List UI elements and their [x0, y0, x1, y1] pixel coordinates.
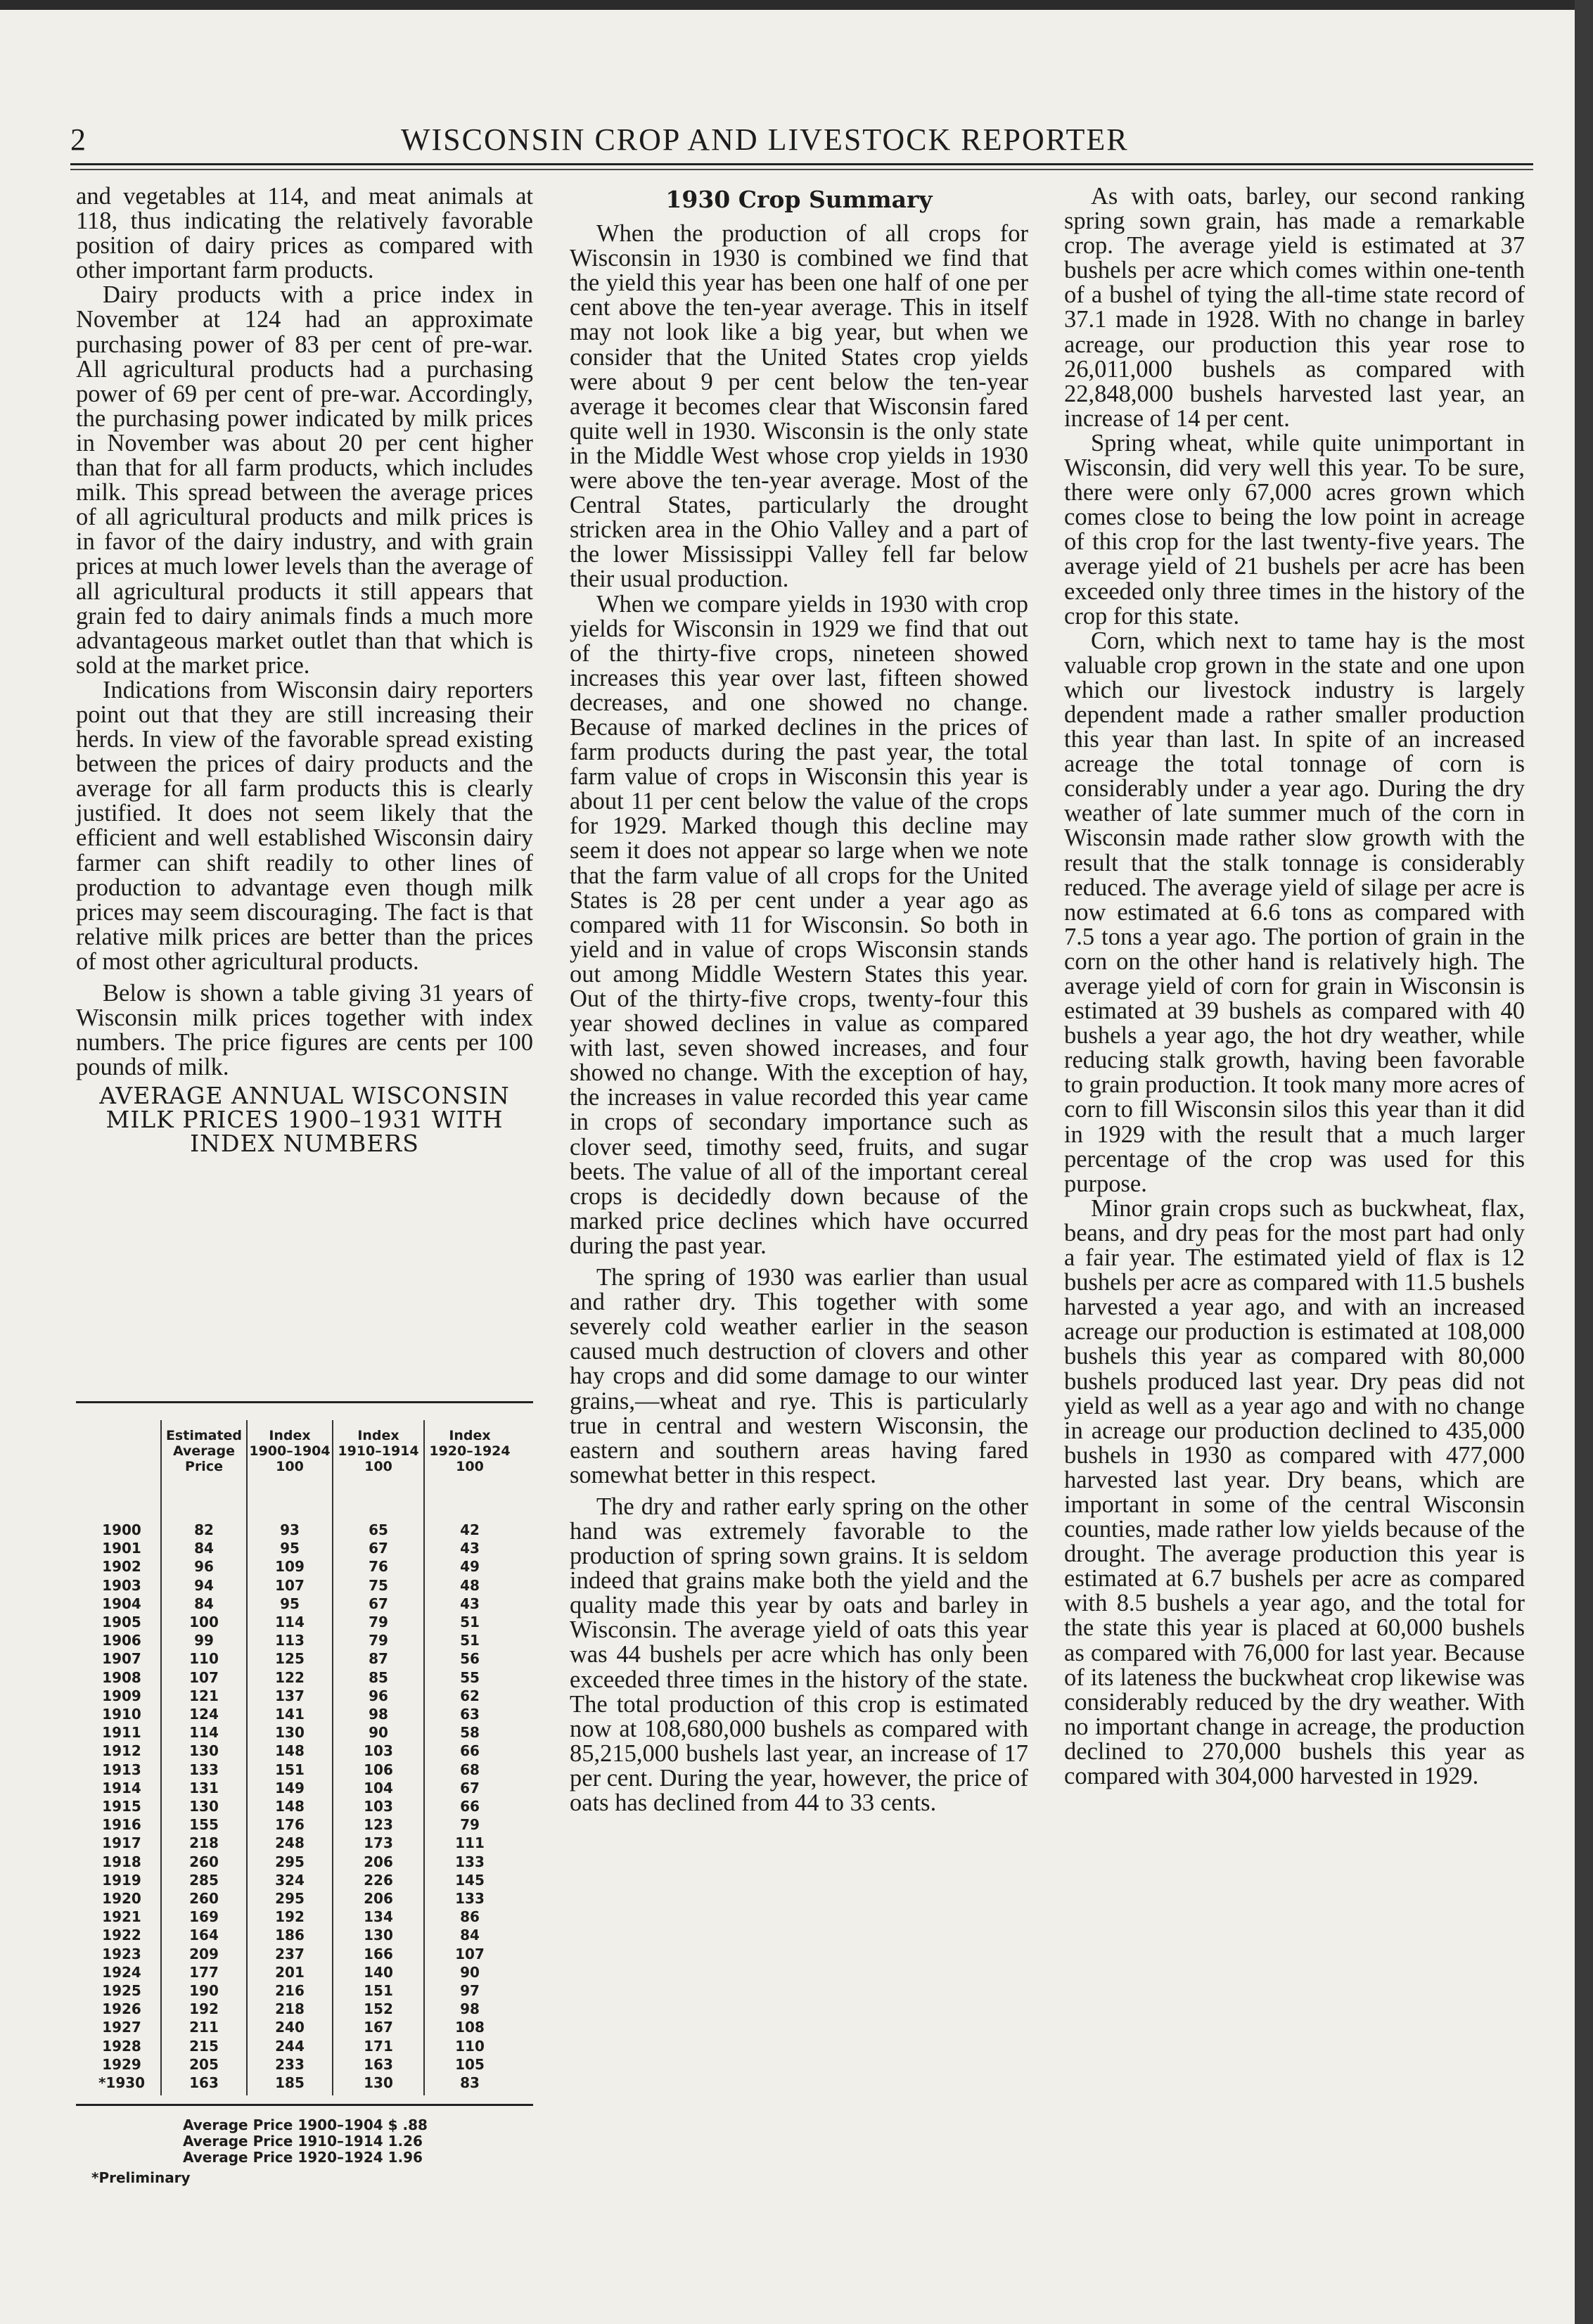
table-cell: 260 [189, 1890, 219, 1907]
table-cell: 67 [369, 1595, 388, 1612]
paragraph: The spring of 1930 was earlier than usual and rather dry. This together with some severely cold weather earlier in the season caused much destruction of clovers and other hay crops and did some damage to our winter grains,—wheat and rye. This is particularly true in central and western Wisconsin, the eastern and southern areas having fared somewhat better in this respect. [570, 1264, 1028, 1488]
table-row-year: 1909 [102, 1687, 141, 1704]
table-cell: 131 [189, 1779, 219, 1796]
paragraph: Below is shown a table giving 31 years of Wisconsin milk prices together with index numbers. The price figures are cents per 100 pounds of milk. [76, 980, 533, 1081]
table-cell: 240 [275, 2019, 305, 2036]
table-cell: 226 [364, 1871, 393, 1889]
table-cell: 66 [460, 1742, 480, 1760]
table-row-year: 1916 [102, 1816, 141, 1834]
table-cell: 176 [275, 1816, 305, 1834]
table-cell: 96 [369, 1687, 388, 1704]
table-cell: 151 [275, 1761, 305, 1778]
table-row-year: 1922 [102, 1927, 141, 1944]
table-cell: 51 [460, 1614, 480, 1630]
table-cell: 130 [364, 2074, 393, 2091]
table-row-year: 1912 [102, 1742, 141, 1760]
table-row-year: 1906 [102, 1632, 141, 1649]
table-row-year: *1930 [98, 2074, 146, 2091]
column-1 [76, 184, 533, 1156]
table-cell: 65 [369, 1521, 388, 1538]
table-cell: 111 [455, 1834, 485, 1852]
table-row-year: 1911 [102, 1724, 141, 1742]
average-line: Average Price 1910–1914 1.26 [183, 2133, 423, 2150]
paragraph: The dry and rather early spring on the other hand was extremely favorable to the production of spring sown grains. It is seldom indeed that grains make both the yield and the quality made this year by oats and barley in Wisconsin. The average yield of oats this year was 44 bushels per acre which has only been exceeded three times in the history of the state. The total production of this crop is estimated now at 108,680,000 bushels as compared with 85,215,000 bushels last year, an increase of 17 per cent. During the year, however, the price of oats has declined from 44 to 33 cents. [570, 1493, 1028, 1816]
table-cell: 130 [364, 1927, 393, 1944]
table-row-year: 1923 [102, 1945, 141, 1962]
table-cell: 84 [460, 1927, 480, 1944]
table-cell: 173 [364, 1834, 393, 1852]
table-cell: 122 [275, 1668, 305, 1686]
table-cell: 233 [275, 2055, 305, 2073]
table-cell: 201 [275, 1963, 305, 1981]
table-cell: 149 [275, 1779, 305, 1796]
table-cell: 51 [460, 1632, 480, 1649]
scan-right-edge [1575, 0, 1593, 2324]
table-row-year: 1927 [102, 2019, 141, 2036]
table-footnote: *Preliminary [91, 2169, 191, 2186]
table-cell: 99 [194, 1632, 214, 1649]
column-header: Index 1900–1904 100 [249, 1428, 331, 1474]
table-row-year: 1919 [102, 1871, 141, 1889]
table-cell: 76 [369, 1558, 388, 1576]
table-cell: 123 [364, 1816, 393, 1834]
table-cell: 104 [364, 1779, 393, 1796]
table-row-year: 1904 [102, 1595, 141, 1612]
table-cell: 130 [189, 1798, 219, 1815]
table-cell: 206 [364, 1853, 393, 1870]
paragraph: and vegetables at 114, and meat animals at 118, thus indicating the relatively favorable position of dairy prices as compared with other important farm products. [76, 183, 533, 284]
table-cell: 49 [460, 1558, 480, 1576]
average-line: Average Price 1920–1924 1.96 [183, 2149, 423, 2166]
table-row-year: 1905 [102, 1614, 141, 1630]
table-cell: 107 [189, 1668, 219, 1686]
table-cell: 237 [275, 1945, 305, 1962]
table-cell: 133 [189, 1761, 219, 1778]
table-cell: 186 [275, 1927, 305, 1944]
table-row-year: 1917 [102, 1834, 141, 1852]
table-cell: 103 [364, 1798, 393, 1815]
table-cell: 68 [460, 1761, 480, 1778]
table-row-year: 1920 [102, 1890, 141, 1907]
table-row-year: 1915 [102, 1798, 141, 1815]
table-cell: 137 [275, 1687, 305, 1704]
table-cell: 100 [189, 1614, 219, 1630]
table-cell: 107 [275, 1576, 305, 1594]
table-cell: 130 [275, 1724, 305, 1742]
table-row-year: 1913 [102, 1761, 141, 1778]
table-cell: 58 [460, 1724, 480, 1742]
table-cell: 206 [364, 1890, 393, 1907]
table-cell: 133 [455, 1853, 485, 1870]
table-cell: 152 [364, 2000, 393, 2018]
table-cell: 216 [275, 1982, 305, 1999]
table-cell: 155 [189, 1816, 219, 1834]
section-heading: 1930 Crop Summary [665, 186, 933, 213]
average-line: Average Price 1900–1904 $ .88 [183, 2116, 428, 2133]
table-cell: 110 [189, 1650, 219, 1668]
table-cell: 177 [189, 1963, 219, 1981]
table-cell: 164 [189, 1927, 219, 1944]
table-row-year: 1921 [102, 1908, 141, 1926]
table-cell: 67 [460, 1779, 480, 1796]
table-cell: 145 [455, 1871, 485, 1889]
table-cell: 130 [189, 1742, 219, 1760]
table-cell: 86 [460, 1908, 480, 1926]
scan-top-edge [0, 0, 1593, 10]
table-title: AVERAGE ANNUAL WISCONSIN MILK PRICES 1900–1931 WITH INDEX NUMBERS [99, 1082, 510, 1158]
paragraph: Spring wheat, while quite unimportant in Wisconsin, did very well this year. To be sure, there were only 67,000 acres grown which comes close to being the low point in acreage of this crop for the last twenty-five years. The average yield of 21 bushels per acre has been exceeded only three times in the history of the crop for this state. [1064, 429, 1525, 630]
table-cell: 185 [275, 2074, 305, 2091]
table-cell: 79 [460, 1816, 480, 1834]
table-cell: 114 [189, 1724, 219, 1742]
table-cell: 55 [460, 1668, 480, 1686]
table-cell: 205 [189, 2055, 219, 2073]
table-cell: 218 [275, 2000, 305, 2018]
table-cell: 140 [364, 1963, 393, 1981]
table-row-year: 1926 [102, 2000, 141, 2018]
table-cell: 96 [194, 1558, 214, 1576]
column-header: Index 1920–1924 100 [429, 1428, 511, 1474]
table-cell: 98 [460, 2000, 480, 2018]
table-row-year: 1929 [102, 2055, 141, 2073]
table-row-year: 1910 [102, 1706, 141, 1723]
page-header [70, 115, 1533, 164]
header-rule [70, 163, 1533, 165]
average-prices [183, 2117, 428, 2166]
page-number: 2 [70, 122, 86, 157]
table-cell: 109 [275, 1558, 305, 1576]
table-cell: 211 [189, 2019, 219, 2036]
table-cell: 113 [275, 1632, 305, 1649]
table-cell: 163 [189, 2074, 219, 2091]
table-row-year: 1901 [102, 1540, 141, 1557]
table-row-year: 1928 [102, 2037, 141, 2055]
table-cell: 85 [369, 1668, 388, 1686]
table-cell: 93 [280, 1521, 300, 1538]
table-cell: 148 [275, 1742, 305, 1760]
table-cell: 82 [194, 1521, 214, 1538]
table-cell: 169 [189, 1908, 219, 1926]
table-cell: 66 [460, 1798, 480, 1815]
table-cell: 97 [460, 1982, 480, 1999]
table-cell: 103 [364, 1742, 393, 1760]
table-row-year: 1903 [102, 1576, 141, 1594]
table-row-year: 1925 [102, 1982, 141, 1999]
table-cell: 324 [275, 1871, 305, 1889]
table-cell: 95 [280, 1540, 300, 1557]
table-row-year: 1918 [102, 1853, 141, 1870]
paragraph: When the production of all crops for Wisconsin in 1930 is combined we find that the yield this year has been one half of one per cent above the ten-year average. This in itself may not look like a big year, but when we consider that the United States crop yields were about 9 per cent below the ten-year average it becomes clear that Wisconsin fared quite well in 1930. Wisconsin is the only state in the Middle West whose crop yields in 1930 were above the ten-year average. Most of the Central States, particularly the drought stricken area in the Ohio Valley and a part of the lower Mississippi Valley fell far below their usual production. [570, 220, 1028, 593]
publication-title: WISCONSIN CROP AND LIVESTOCK REPORTER [401, 122, 1129, 157]
table-cell: 248 [275, 1834, 305, 1852]
table-cell: 108 [455, 2019, 485, 2036]
table-row-year: 1914 [102, 1779, 141, 1796]
table-cell: 87 [369, 1650, 388, 1668]
table-cell: 62 [460, 1687, 480, 1704]
table-cell: 295 [275, 1853, 305, 1870]
table-cell: 121 [189, 1687, 219, 1704]
table-bottom-rule [76, 2104, 533, 2106]
table-cell: 75 [369, 1576, 388, 1594]
table-cell: 125 [275, 1650, 305, 1668]
column-header: Index 1910–1914 100 [338, 1428, 419, 1474]
paragraph: Dairy products with a price index in November at 124 had an approximate purchasing power of 83 per cent of pre-war. All agricultural products had a purchasing power of 69 per cent of pre-war. Accordingly, the purchasing power indicated by milk prices in November was about 20 per cent higher than that for all farm products, which includes milk. This spread between the average prices of all agricultural products and milk prices is in favor of the dairy industry, and with grain prices at much lower levels than the average of all agricultural products it still appears that grain fed to dairy animals finds a much more advantageous market outlet than that which is sold at the market price. [76, 281, 533, 679]
table-row-year: 1907 [102, 1650, 141, 1668]
table-cell: 141 [275, 1706, 305, 1723]
table-cell: 124 [189, 1706, 219, 1723]
table-cell: 148 [275, 1798, 305, 1815]
table-row-year: 1924 [102, 1963, 141, 1981]
table-cell: 79 [369, 1614, 388, 1630]
table-cell: 84 [194, 1595, 214, 1612]
table-cell: 215 [189, 2037, 219, 2055]
table-cell: 171 [364, 2037, 393, 2055]
table-cell: 43 [460, 1540, 480, 1557]
table-cell: 114 [275, 1614, 305, 1630]
table-cell: 260 [189, 1853, 219, 1870]
table-cell: 105 [455, 2055, 485, 2073]
table-row-year: 1900 [102, 1521, 141, 1538]
table-cell: 151 [364, 1982, 393, 1999]
paragraph: Indications from Wisconsin dairy reporters point out that they are still increasing their herds. In view of the favorable spread existing between the prices of dairy products and the average for all farm products this is clearly justified. It does not seem likely that the efficient and well established Wisconsin dairy farmer can shift readily to other lines of production to advantage even though milk prices may seem discouraging. The fact is that relative milk prices are better than the prices of most other agricultural products. [76, 676, 533, 975]
table-cell: 79 [369, 1632, 388, 1649]
table-cell: 209 [189, 1945, 219, 1962]
table-cell: 192 [189, 2000, 219, 2018]
paragraph: When we compare yields in 1930 with crop yields for Wisconsin in 1929 we find that out of the thirty-five crops, nineteen showed increases this year over last, fifteen showed decreases, and one showed no change. Because of marked declines in the prices of farm products during the past year, the total farm value of crops in Wisconsin this year is about 11 per cent below the value of the crops for 1929. Marked though this decline may seem it does not appear so large when we note that the farm value of all crops for the United States is 28 per cent under a year ago as compared with 11 for Wisconsin. So both in yield and in value of crops Wisconsin stands out among Middle Western States this year. Out of the thirty-five crops, twenty-four this year showed declines in value as compared with last, seven showed increases, and four showed no change. With the exception of hay, the increases in value recorded this year came in crops of secondary importance such as clover seed, timothy seed, fruits, and sugar beets. The value of all of the important cereal crops is decidedly down because of the marked price declines which have occurred during the past year. [570, 590, 1028, 1259]
table-cell: 43 [460, 1595, 480, 1612]
table-cell: 295 [275, 1890, 305, 1907]
milk-price-table [76, 1403, 533, 2114]
column-3 [1064, 184, 1525, 1789]
table-cell: 90 [460, 1963, 480, 1981]
table-cell: 83 [460, 2074, 480, 2091]
table-cell: 163 [364, 2055, 393, 2073]
table-cell: 56 [460, 1650, 480, 1668]
table-row-year: 1908 [102, 1668, 141, 1686]
table-cell: 94 [194, 1576, 214, 1594]
paragraph: Minor grain crops such as buckwheat, flax, beans, and dry peas for the most part had only a fair year. The estimated yield of flax is 12 bushels per acre as compared with 11.5 bushels harvested a year ago, and with an increased acreage our production is estimated at 108,000 bushels this year as compared with 80,000 bushels produced last year. Dry peas did not yield as well as a year ago and with no change in acreage our production declined to 435,000 bushels in 1930 as compared with 477,000 harvested last year. Dry beans, which are important in some of the central Wisconsin counties, made rather low yields because of the drought. The average production this year is estimated at 6.7 bushels per acre as compared with 8.5 bushels a year ago, and the total for the state this year is placed at 60,000 bushels as compared with 76,000 for last year. Because of its lateness the buckwheat crop likewise was considerably reduced by the dry weather. With no important change in acreage, the production declined to 270,000 bushels this year as compared with 304,000 harvested in 1929. [1064, 1194, 1525, 1789]
table-cell: 63 [460, 1706, 480, 1723]
table-cell: 84 [194, 1540, 214, 1557]
table-cell: 95 [280, 1595, 300, 1612]
table-cell: 134 [364, 1908, 393, 1926]
paragraph: Corn, which next to tame hay is the most valuable crop grown in the state and one upon which our livestock industry is largely dependent made a rather smaller production this year than last. In spite of an increased acreage the total tonnage of corn is considerably under a year ago. During the dry weather of late summer much of the corn in Wisconsin made rather slow growth with the result that the stalk tonnage is considerably reduced. The average yield of silage per acre is now estimated at 6.6 tons as compared with 7.5 tons a year ago. The portion of grain in the corn on the other hand is relatively high. The average yield of corn for grain in Wisconsin is estimated at 39 bushels as compared with 40 bushels a year ago, the hot dry weather, while reducing stalk growth, having been favorable to grain production. It took many more acres of corn to fill Wisconsin silos this year than it did in 1929 with the result that a much larger percentage of the crop was used for this purpose. [1064, 627, 1525, 1197]
table-cell: 192 [275, 1908, 305, 1926]
table-cell: 98 [369, 1706, 388, 1723]
table-cell: 167 [364, 2019, 393, 2036]
table-cell: 107 [455, 1945, 485, 1962]
table-cell: 106 [364, 1761, 393, 1778]
table-cell: 244 [275, 2037, 305, 2055]
table-cell: 67 [369, 1540, 388, 1557]
table-cell: 90 [369, 1724, 388, 1742]
table-cell: 110 [455, 2037, 485, 2055]
table-cell: 133 [455, 1890, 485, 1907]
paragraph: As with oats, barley, our second ranking spring sown grain, has made a remarkable crop. The average yield is estimated at 37 bushels per acre which comes within one-tenth of a bushel of tying the all-time state record of 37.1 made in 1928. With no change in barley acreage, our production this year rose to 26,011,000 bushels as compared with 22,848,000 bushels harvested last year, an increase of 14 per cent. [1064, 183, 1525, 432]
table-cell: 218 [189, 1834, 219, 1852]
column-2 [570, 184, 1028, 1815]
table-cell: 166 [364, 1945, 393, 1962]
table-cell: 48 [460, 1576, 480, 1594]
column-header: Estimated Average Price [165, 1428, 243, 1474]
table-row-year: 1902 [102, 1558, 141, 1576]
header-rule-thin [70, 169, 1533, 170]
table-cell: 190 [189, 1982, 219, 1999]
table-cell: 42 [460, 1521, 480, 1538]
table-cell: 285 [189, 1871, 219, 1889]
